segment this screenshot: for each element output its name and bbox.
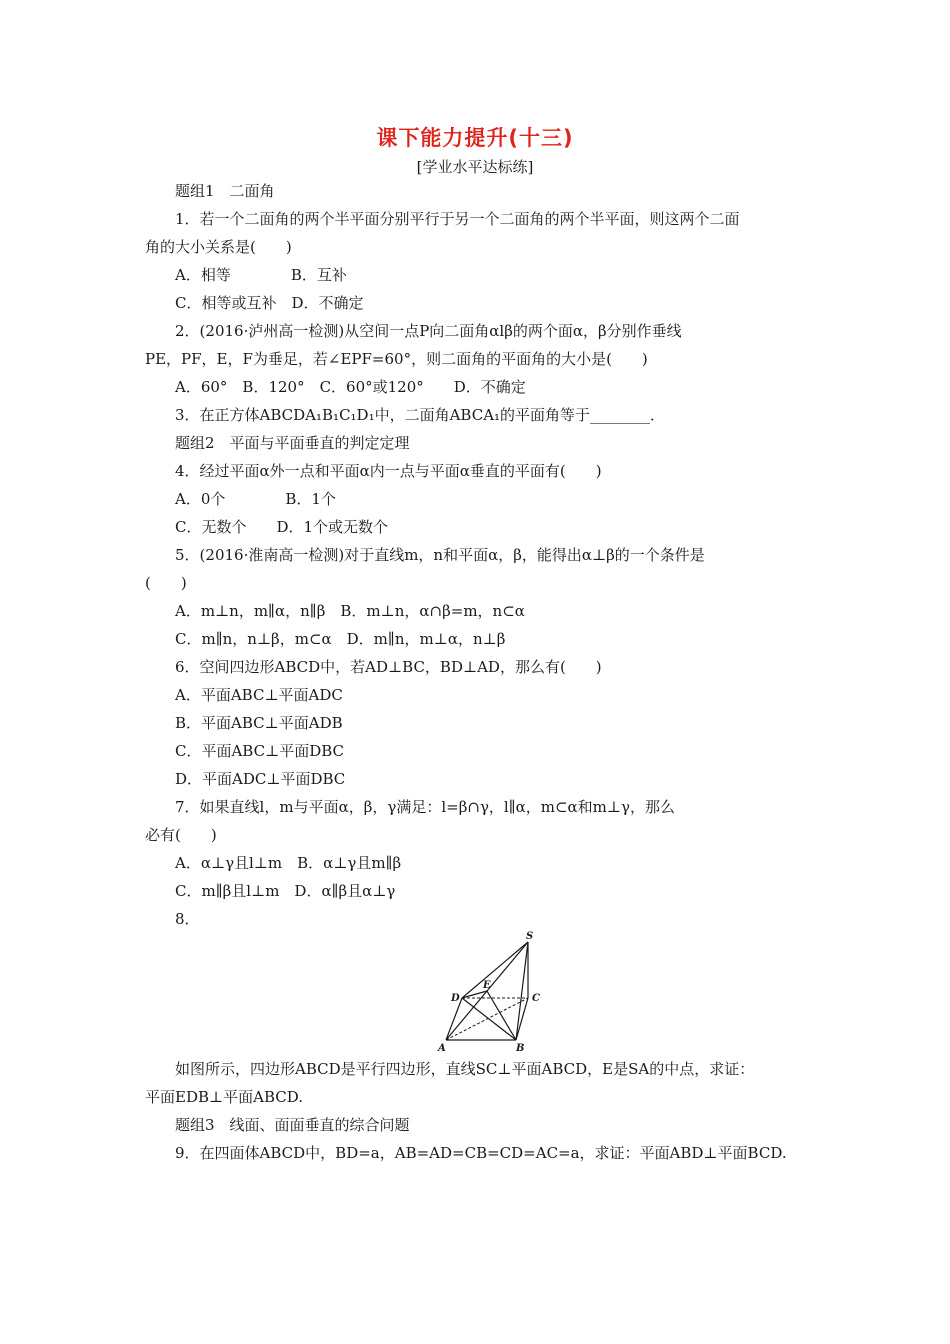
edge-a-d xyxy=(446,998,462,1040)
group-heading-1: 题组1 二面角 xyxy=(175,182,275,200)
question-9: 9．在四面体ABCD中，BD=a，AB=AD=CB=CD=AC=a，求证：平面ABD⊥平面BCD. xyxy=(175,1144,787,1162)
label-s: S xyxy=(526,931,534,942)
question-6-option-a: A．平面ABC⊥平面ADC xyxy=(175,686,343,704)
question-6: 6．空间四边形ABCD中，若AD⊥BC，BD⊥AD，那么有( ) xyxy=(175,658,602,676)
question-5-options-cd: C．m∥n，n⊥β，m⊂α D．m∥n，m⊥α，n⊥β xyxy=(175,630,506,648)
label-b: B xyxy=(516,1043,525,1054)
edge-b-c xyxy=(516,998,528,1040)
section-subtitle: [学业水平达标练] xyxy=(416,158,534,176)
pyramid-diagram xyxy=(430,928,560,1056)
question-2-line-2: PE，PF，E，F为垂足，若∠EPF=60°，则二面角的平面角的大小是( ) xyxy=(145,350,648,368)
edge-e-b xyxy=(487,991,516,1040)
label-c: C xyxy=(532,993,540,1004)
question-2-line-1: 2．(2016·泸州高一检测)从空间一点P向二面角αlβ的两个面α，β分别作垂线 xyxy=(175,322,682,340)
question-8-number: 8． xyxy=(175,910,200,928)
question-2-options: A．60° B．120° C．60°或120° D．不确定 xyxy=(175,378,526,396)
page-title: 课下能力提升(十三) xyxy=(376,126,574,150)
question-7-line-1: 7．如果直线l，m与平面α，β，γ满足：l=β∩γ，l∥α，m⊂α和m⊥γ，那么 xyxy=(175,798,675,816)
question-1-options-ab: A．相等 B．互补 xyxy=(175,266,347,284)
question-7-options-ab: A．α⊥γ且l⊥m B．α⊥γ且m∥β xyxy=(175,854,402,872)
question-5-options-ab: A．m⊥n，m∥α，n∥β B．m⊥n，α∩β=m，n⊂α xyxy=(175,602,525,620)
label-d: D xyxy=(451,993,460,1004)
group-heading-3: 题组3 线面、面面垂直的综合问题 xyxy=(175,1116,410,1134)
question-8-line-2: 平面EDB⊥平面ABCD. xyxy=(145,1088,303,1106)
question-1-options-cd: C．相等或互补 D．不确定 xyxy=(175,294,364,312)
label-a: A xyxy=(438,1043,446,1054)
question-1-line-2: 角的大小关系是( ) xyxy=(145,238,292,256)
label-e: E xyxy=(483,980,491,991)
edge-a-c-hidden xyxy=(446,998,528,1040)
pyramid-figure xyxy=(430,928,560,1056)
question-4: 4．经过平面α外一点和平面α内一点与平面α垂直的平面有( ) xyxy=(175,462,602,480)
edge-s-d xyxy=(462,942,528,998)
question-7-options-cd: C．m∥β且l⊥m D．α∥β且α⊥γ xyxy=(175,882,396,900)
edge-s-b xyxy=(516,942,528,1040)
question-4-options-ab: A．0个 B．1个 xyxy=(175,490,336,508)
question-7-line-2: 必有( ) xyxy=(145,826,217,844)
question-6-option-c: C．平面ABC⊥平面DBC xyxy=(175,742,344,760)
question-5-line-1: 5．(2016·淮南高一检测)对于直线m，n和平面α，β，能得出α⊥β的一个条件是 xyxy=(175,546,705,564)
question-6-option-b: B．平面ABC⊥平面ADB xyxy=(175,714,343,732)
question-6-option-d: D．平面ADC⊥平面DBC xyxy=(175,770,346,788)
question-3: 3．在正方体ABCDA₁B₁C₁D₁中，二面角ABCA₁的平面角等于________． xyxy=(175,406,666,424)
question-5-line-2: ( ) xyxy=(145,574,187,592)
group-heading-2: 题组2 平面与平面垂直的判定定理 xyxy=(175,434,410,452)
question-8-line-1: 如图所示，四边形ABCD是平行四边形，直线SC⊥平面ABCD，E是SA的中点，求证： xyxy=(175,1060,755,1078)
question-4-options-cd: C．无数个 D．1个或无数个 xyxy=(175,518,389,536)
edge-d-b xyxy=(462,998,516,1040)
question-1-line-1: 1．若一个二面角的两个半平面分别平行于另一个二面角的两个半平面，则这两个二面 xyxy=(175,210,740,228)
